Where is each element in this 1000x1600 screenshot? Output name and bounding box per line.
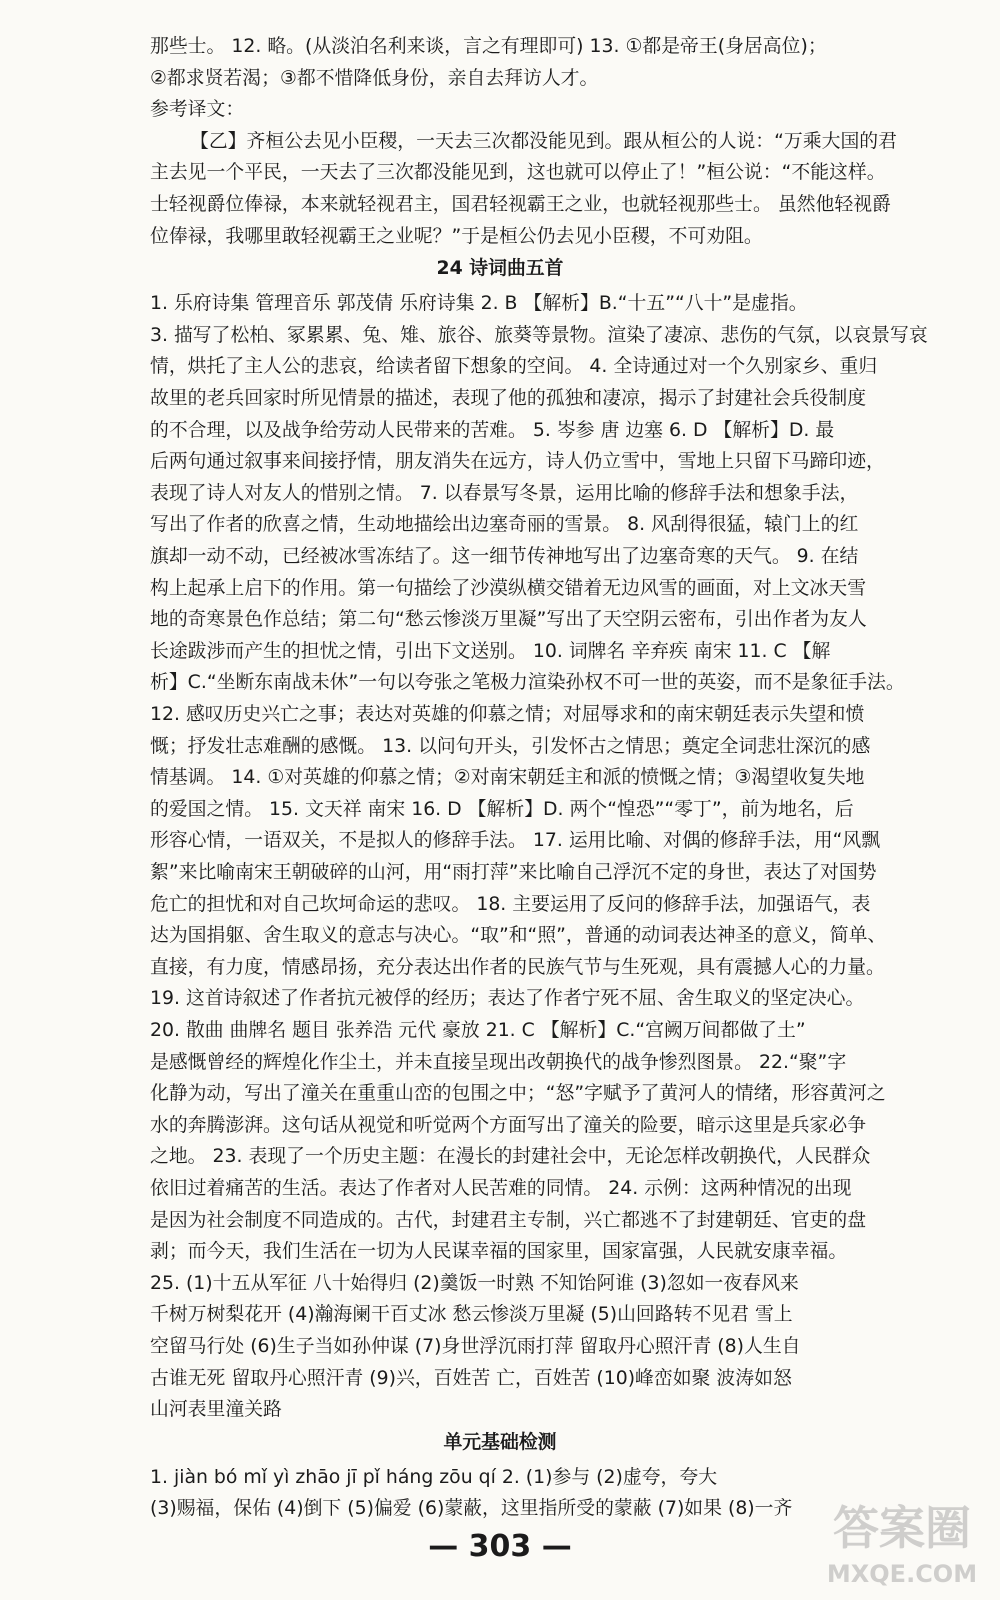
text-line: 19. 这首诗叙述了作者抗元被俘的经历；表达了作者宁死不屈、舍生取义的坚定决心。 — [150, 988, 865, 1010]
text-line: 士轻视爵位俸禄，本来就轻视君主，国君轻视霸王之业，也就轻视那些士。 虽然他轻视爵 — [150, 194, 891, 215]
text-line: 12. 感叹历史兴亡之事；表达对英雄的仰慕之情；对屈辱求和的南宋朝廷表示失望和愤 — [150, 703, 865, 725]
text-line: 是因为社会制度不同造成的。古代，封建君主专制，兴亡都逃不了封建朝廷、官吏的盘 — [150, 1209, 867, 1231]
text-line: 是感慨曾经的辉煌化作尘土，并未直接呈现出改朝换代的战争惨烈图景。 22.“聚”字 — [150, 1051, 847, 1073]
watermark-text: 答案圈 — [833, 1501, 971, 1555]
text-line: 旗却一动不动，已经被冰雪冻结了。这一细节传神地写出了边塞奇寒的天气。 9. 在结 — [150, 545, 859, 567]
text-line: 化静为动，写出了潼关在重重山峦的包围之中；“怒”字赋予了黄河人的情绪，形容黄河之 — [150, 1083, 886, 1105]
text-line: 后两句通过叙事来间接抒情，朋友消失在远方，诗人仍立雪中，雪地上只留下马蹄印迹， — [150, 451, 885, 473]
text-line: 长途跋涉而产生的担忧之情，引出下文送别。 10. 词牌名 辛弃疾 南宋 11. C 【解 — [150, 640, 831, 662]
text-line: 危亡的担忧和对自己坎坷命运的悲叹。 18. 主要运用了反问的修辞手法，加强语气，表 — [150, 893, 871, 915]
text-line: 慨；抒发壮志难酬的感慨。 13. 以问句开头，引发怀古之情思；奠定全词悲壮深沉的感 — [150, 735, 871, 757]
unit-title: 单元基础检测 — [443, 1431, 557, 1453]
page-number: — 303 — — [428, 1529, 572, 1564]
text-line: (3)赐福，保佑 (4)倒下 (5)偏爱 (6)蒙蔽，这里指所受的蒙蔽 (7)如果 (8)一齐 — [150, 1498, 793, 1520]
text-line: 千树万树梨花开 (4)瀚海阑干百丈冰 愁云惨淡万里凝 (5)山回路转不见君 雪上 — [150, 1304, 793, 1326]
text-line: 故里的老兵回家时所见情景的描述，表现了他的孤独和凄凉，揭示了封建社会兵役制度 — [150, 387, 867, 409]
text-line: 形容心情，一语双关，不是拟人的修辞手法。 17. 运用比喻、对偶的修辞手法，用“风飘 — [150, 830, 881, 852]
text-line: 1. 乐府诗集 管理音乐 郭茂倩 乐府诗集 2. B 【解析】B.“十五”“八十”是虚指。 — [150, 293, 808, 315]
text-line: 依旧过着痛苦的生活。表达了作者对人民苦难的同情。 24. 示例：这两种情况的出现 — [150, 1178, 852, 1199]
text-line: 情，烘托了主人公的悲哀，给读者留下想象的空间。 4. 全诗通过对一个久别家乡、重归 — [150, 356, 878, 378]
text-line: 情基调。 14. ①对英雄的仰慕之情；②对南宋朝廷主和派的愤慨之情；③渴望收复失地 — [150, 767, 865, 789]
text-line: 达为国捐躯、舍生取义的意志与决心。“取”和“照”，普通的动词表达神圣的意义，简单、 — [150, 925, 887, 947]
text-line: 表现了诗人对友人的惜别之情。 7. 以春景写冬景，运用比喻的修辞手法和想象手法， — [150, 482, 859, 504]
watermark-subtext: MXQE.COM — [826, 1560, 978, 1588]
text-line: 絮”来比喻南宋王朝破碎的山河，用“雨打萍”来比喻自己浮沉不定的身世，表达了对国势 — [150, 862, 877, 883]
text-line: 3. 描写了松柏、冢累累、兔、雉、旅谷、旅葵等景物。渲染了凄凉、悲伤的气氛，以哀景写哀 — [150, 324, 928, 346]
text-line: 1. jiàn bó mǐ yì zhāo jī pǐ háng zōu qí 2. (1)参与 (2)虚夸，夸大 — [150, 1466, 718, 1488]
text-line: 的不合理，以及战争给劳动人民带来的苦难。 5. 岑参 唐 边塞 6. D 【解析】D. 最 — [150, 419, 835, 441]
text-line: 地的奇寒景色作总结；第二句“愁云惨淡万里凝”写出了天空阴云密布，引出作者为友人 — [150, 609, 867, 631]
text-line: 直接，有力度，情感昂扬，充分表达出作者的民族气节与生死观，具有震撼人心的力量。 — [150, 956, 885, 978]
text-line: 之地。 23. 表现了一个历史主题：在漫长的封建社会中，无论怎样改朝换代，人民群众 — [150, 1146, 871, 1168]
text-line: 参考译文： — [150, 99, 245, 121]
text-line: 位俸禄，我哪里敢轻视霸王之业呢？”于是桓公仍去见小臣稷，不可劝阻。 — [150, 225, 763, 247]
text-line: 构上起承上启下的作用。第一句描绘了沙漠纵横交错着无边风雪的画面，对上文冰天雪 — [150, 577, 867, 599]
text-line: 剥；而今天，我们生活在一切为人民谋幸福的国家里，国家富强，人民就安康幸福。 — [150, 1241, 848, 1263]
text-line: 写出了作者的欣喜之情，生动地描绘出边塞奇丽的雪景。 8. 风刮得很猛，辕门上的红 — [150, 514, 859, 536]
text-line: 水的奔腾澎湃。这句话从视觉和听觉两个方面写出了潼关的险要，暗示这里是兵家必争 — [150, 1114, 867, 1136]
section-title: 24 诗词曲五首 — [436, 258, 564, 280]
text-line: 古谁无死 留取丹心照汗青 (9)兴，百姓苦 亡，百姓苦 (10)峰峦如聚 波涛如怒 — [150, 1367, 792, 1389]
text-line: 空留马行处 (6)生子当如孙仲谋 (7)身世浮沉雨打萍 留取丹心照汗青 (8)人生自 — [150, 1336, 801, 1357]
text-line: 主去见一个平民，一天去了三次都没能见到，这也就可以停止了！”桓公说：“不能这样。 — [150, 162, 886, 184]
text-line: ②都求贤若渴；③都不惜降低身份，亲自去拜访人才。 — [150, 67, 599, 89]
text-line: 【乙】齐桓公去见小臣稷，一天去三次都没能见到。跟从桓公的人说：“万乘大国的君 — [190, 130, 897, 152]
text-line: 析】C.“坐断东南战未休”一句以夸张之笔极力渲染孙权不可一世的英姿，而不是象征手法。 — [150, 672, 905, 694]
text-line: 那些士。 12. 略。(从淡泊名利来谈，言之有理即可) 13. ①都是帝王(身居高位)； — [150, 36, 827, 57]
watermark-logo — [812, 1478, 992, 1596]
text-line: 20. 散曲 曲牌名 题目 张养浩 元代 豪放 21. C 【解析】C.“宫阙万间都做了土” — [150, 1020, 806, 1041]
text-line: 的爱国之情。 15. 文天祥 南宋 16. D 【解析】D. 两个“惶恐”“零丁”，前为地名，后 — [150, 798, 854, 820]
text-line: 25. (1)十五从军征 八十始得归 (2)羹饭一时熟 不知饴阿谁 (3)忽如一夜春风来 — [150, 1272, 799, 1294]
text-line: 山河表里潼关路 — [150, 1399, 282, 1421]
